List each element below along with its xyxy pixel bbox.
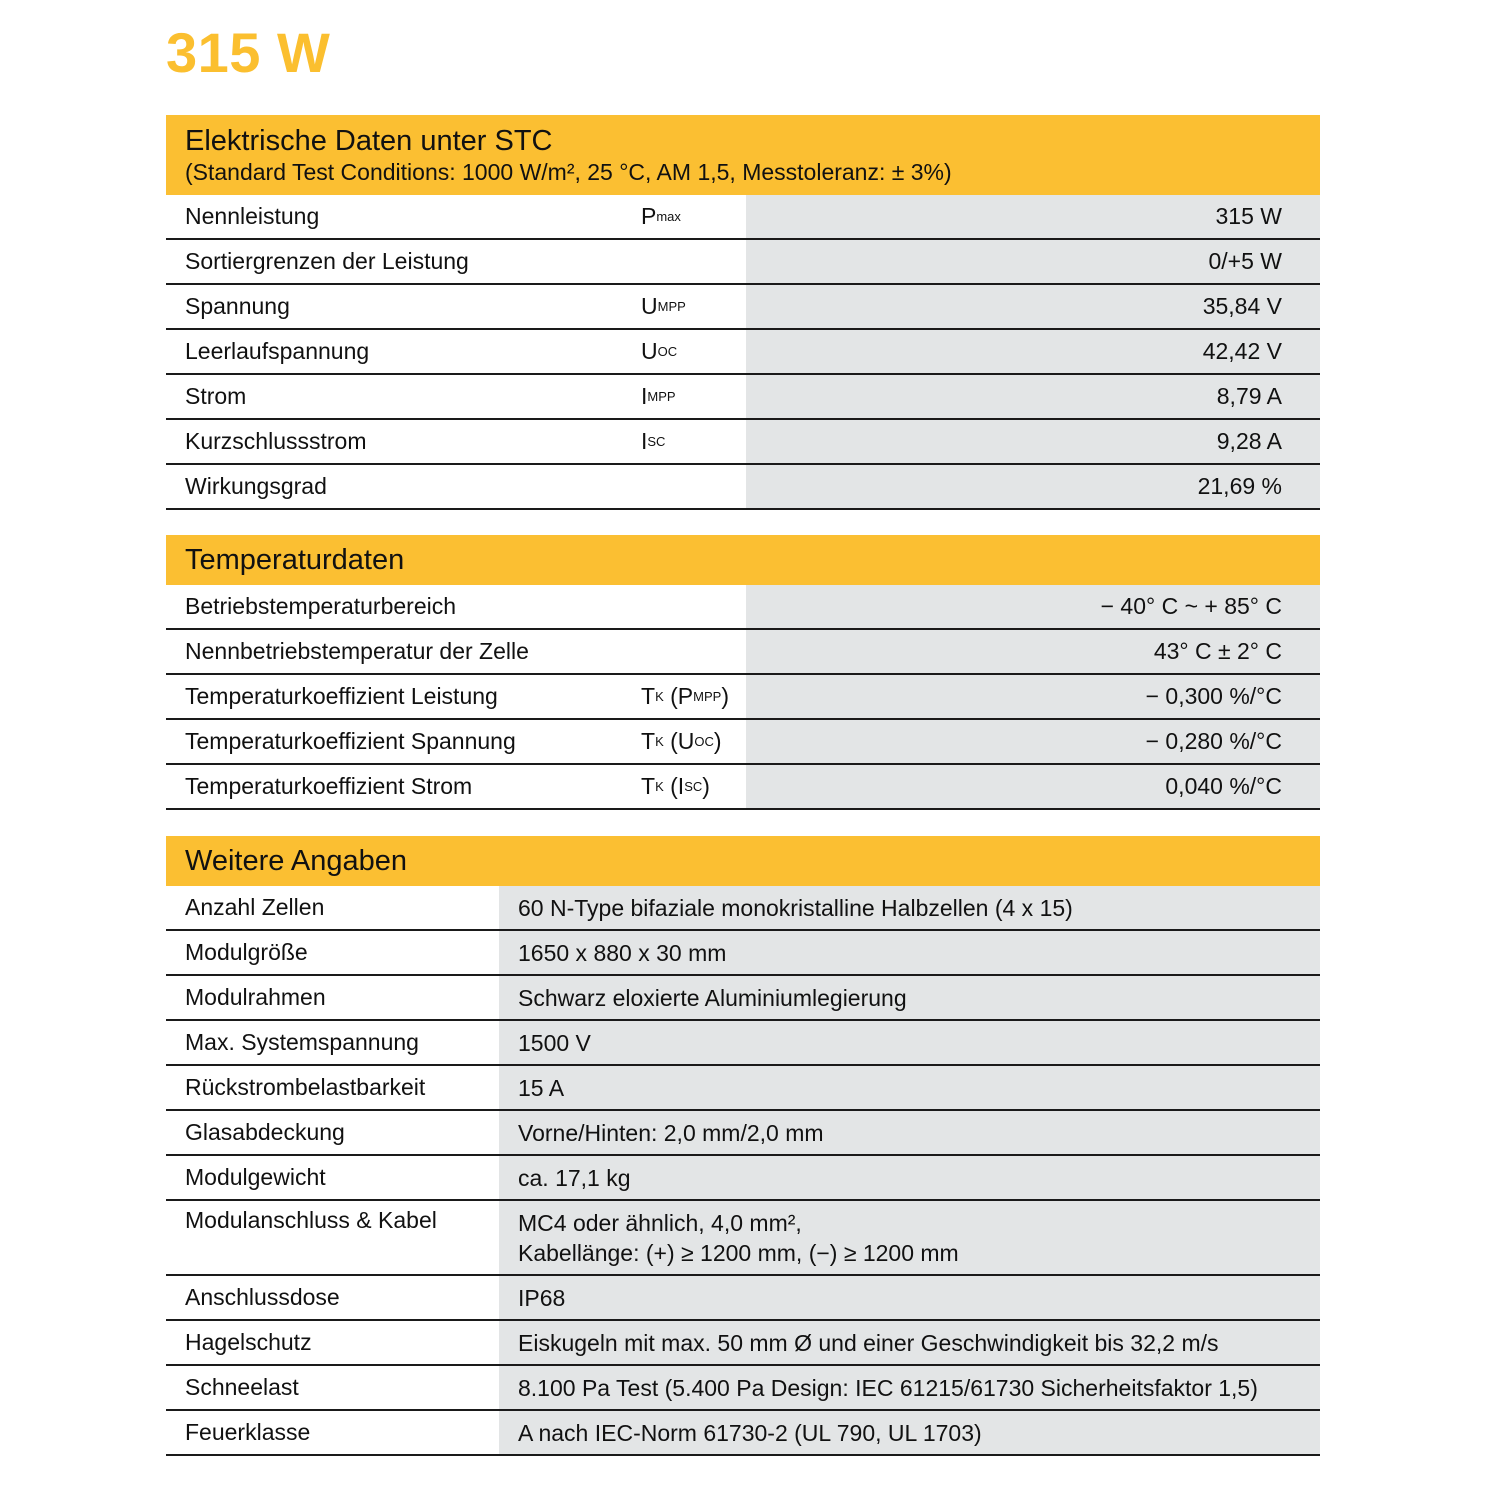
row-value: 9,28 A [746,420,1320,463]
symbol-subscript: MPP [657,299,686,314]
row-label: Glasabdeckung [166,1111,499,1154]
row-value-line: 15 A [518,1074,565,1101]
symbol-inner-subscript: OC [694,734,714,749]
table-row [166,1021,1320,1066]
row-label: Wirkungsgrad [166,465,641,508]
row-symbol [641,465,746,508]
temperature-section [166,535,1320,810]
symbol-main: U [641,338,658,364]
temperature-heading: Temperaturdaten [185,544,405,576]
table-row [166,285,1320,330]
row-label: Feuerklasse [166,1411,499,1454]
row-symbol [641,375,746,418]
row-label: Leerlaufspannung [166,330,641,373]
table-row [166,1066,1320,1111]
row-symbol [641,675,746,718]
paren-open: ( [663,683,678,709]
stc-section-header [166,115,1320,195]
table-row [166,1201,1320,1276]
row-symbol [641,420,746,463]
row-label: Anzahl Zellen [166,886,499,929]
symbol-inner: U [677,728,695,754]
row-symbol [641,285,746,328]
row-value-line: 8.100 Pa Test (5.400 Pa Design: IEC 61215/61730 Sicherheitsfaktor 1,5) [518,1374,1258,1401]
paren-open: ( [663,773,678,799]
row-value-line: A nach IEC-Norm 61730-2 (UL 790, UL 1703) [518,1419,982,1446]
symbol-subscript: max [656,209,681,224]
row-value-line: 1650 x 880 x 30 mm [518,939,727,966]
stc-section [166,115,1320,510]
row-symbol [641,765,746,808]
symbol-subscript: MPP [647,389,676,404]
table-row [166,420,1320,465]
row-value [499,1156,1320,1199]
row-value: 315 W [746,195,1320,238]
row-label: Temperaturkoeffizient Leistung [166,675,641,718]
symbol-inner: P [677,683,694,709]
row-label: Max. Systemspannung [166,1021,499,1064]
table-row [166,1321,1320,1366]
row-value [499,1321,1320,1364]
row-value [499,1066,1320,1109]
row-value: 21,69 % [746,465,1320,508]
table-row [166,976,1320,1021]
row-value-line: MC4 oder ähnlich, 4,0 mm², [518,1209,802,1236]
row-symbol [641,330,746,373]
table-row [166,1366,1320,1411]
temperature-section-header [166,535,1320,585]
paren-close: ) [713,728,722,754]
row-label: Modulrahmen [166,976,499,1019]
table-row [166,1411,1320,1456]
row-value [499,1021,1320,1064]
row-symbol [641,240,746,283]
row-value [499,931,1320,974]
table-row [166,931,1320,976]
table-row [166,675,1320,720]
row-label: Spannung [166,285,641,328]
symbol-inner-subscript: SC [684,779,703,794]
row-value [499,1411,1320,1454]
row-value: 8,79 A [746,375,1320,418]
row-value-line: Eiskugeln mit max. 50 mm Ø und einer Geschwindigkeit bis 32,2 m/s [518,1329,1219,1356]
further-info-section-header [166,836,1320,886]
row-symbol [641,585,746,628]
row-label: Temperaturkoeffizient Strom [166,765,641,808]
row-label: Modulgewicht [166,1156,499,1199]
further-info-table [166,886,1320,1456]
row-value [499,1201,1320,1274]
symbol-main: T [641,773,656,799]
temperature-table [166,585,1320,810]
row-label: Nennleistung [166,195,641,238]
table-row [166,886,1320,931]
symbol-subscript: SC [647,434,666,449]
row-label: Schneelast [166,1366,499,1409]
paren-open: ( [663,728,678,754]
row-label: Betriebstemperaturbereich [166,585,641,628]
row-value-line: 1500 V [518,1029,591,1056]
row-value-line: IP68 [518,1284,566,1311]
table-row [166,375,1320,420]
table-row [166,765,1320,810]
stc-table [166,195,1320,510]
table-row [166,195,1320,240]
table-row [166,330,1320,375]
row-label: Kurzschlussstrom [166,420,641,463]
row-label: Modulanschluss & Kabel [166,1201,499,1274]
row-value: − 40° C ~ + 85° C [746,585,1320,628]
row-value: 42,42 V [746,330,1320,373]
row-value-line-2: Kabellänge: (+) ≥ 1200 mm, (−) ≥ 1200 mm [518,1239,959,1266]
row-value: 35,84 V [746,285,1320,328]
row-value [499,1276,1320,1319]
symbol-subscript: K [655,689,664,704]
row-label: Nennbetriebstemperatur der Zelle [166,630,641,673]
row-value: − 0,300 %/°C [746,675,1320,718]
symbol-main: T [641,728,656,754]
row-label: Sortiergrenzen der Leistung [166,240,641,283]
row-label: Anschlussdose [166,1276,499,1319]
row-value-line: 60 N-Type bifaziale monokristalline Halbzellen (4 x 15) [518,894,1073,921]
symbol-main: I [641,383,648,409]
row-value [499,1366,1320,1409]
symbol-subscript: K [655,779,664,794]
row-symbol [641,630,746,673]
row-symbol [641,720,746,763]
row-label: Rückstrombelastbarkeit [166,1066,499,1109]
row-value [499,976,1320,1019]
symbol-main: P [641,203,657,229]
table-row [166,1111,1320,1156]
row-value-line: Schwarz eloxierte Aluminiumlegierung [518,984,907,1011]
page-title: 315 W [166,21,331,84]
table-row [166,585,1320,630]
table-row [166,1156,1320,1201]
symbol-subscript: OC [657,344,678,359]
symbol-main: T [641,683,656,709]
symbol-main: U [641,293,658,319]
symbol-inner: I [677,773,685,799]
stc-heading: Elektrische Daten unter STC [185,125,553,157]
row-label: Temperaturkoeffizient Spannung [166,720,641,763]
row-value: 0/+5 W [746,240,1320,283]
row-label: Strom [166,375,641,418]
table-row [166,240,1320,285]
row-value [499,1111,1320,1154]
row-value: 43° C ± 2° C [746,630,1320,673]
row-value-line: Vorne/Hinten: 2,0 mm/2,0 mm [518,1119,824,1146]
row-value-line: ca. 17,1 kg [518,1164,631,1191]
table-row [166,630,1320,675]
row-label: Hagelschutz [166,1321,499,1364]
row-label: Modulgröße [166,931,499,974]
table-row [166,1276,1320,1321]
stc-subheading: (Standard Test Conditions: 1000 W/m², 25 °C, AM 1,5, Messtoleranz: ± 3%) [185,159,952,185]
paren-close: ) [702,773,710,799]
row-value: 0,040 %/°C [746,765,1320,808]
row-symbol [641,195,746,238]
row-value: − 0,280 %/°C [746,720,1320,763]
symbol-subscript: K [655,734,664,749]
table-row [166,465,1320,510]
paren-close: ) [721,683,729,709]
further-info-heading: Weitere Angaben [185,845,407,877]
symbol-main: I [641,428,648,454]
table-row [166,720,1320,765]
row-value [499,886,1320,929]
further-info-section [166,836,1320,1456]
symbol-inner-subscript: MPP [693,689,722,704]
